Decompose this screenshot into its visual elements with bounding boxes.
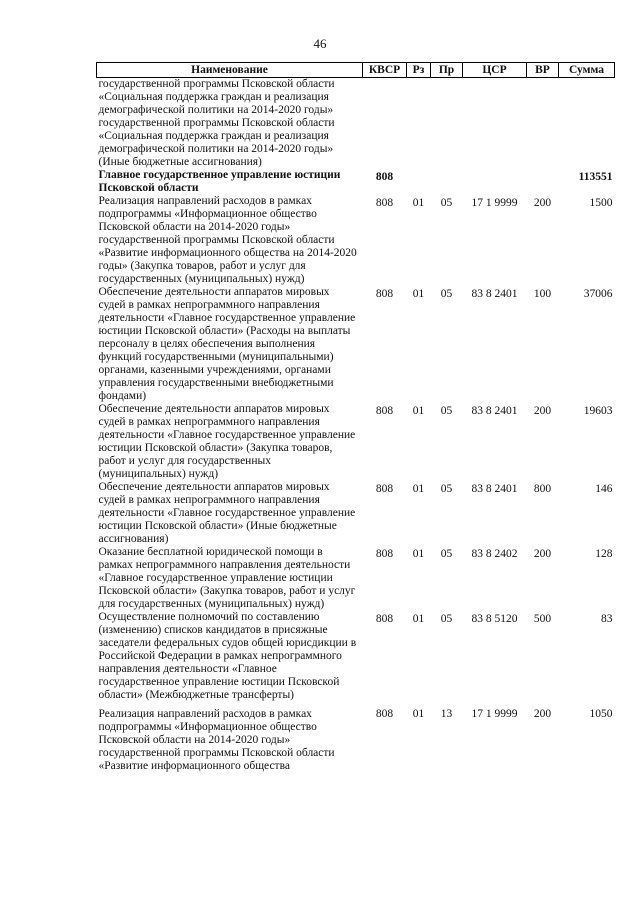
cell-kvsr: 808 xyxy=(375,708,394,720)
cell-name: Обеспечение деятельности аппаратов мировых судей в рамках непрограммного направления деятельности «Главное государственное управление юстиции Псковской области» (Иные бюджетные ассигнования) xyxy=(98,481,356,545)
cell-kvsr: 808 xyxy=(375,197,394,209)
cell-rz: 01 xyxy=(412,708,425,720)
cell-pr: 05 xyxy=(440,483,453,495)
cell-rz: 01 xyxy=(412,405,425,417)
header-pr: Пр xyxy=(431,63,463,78)
cell-pr: 05 xyxy=(440,288,453,300)
table-row xyxy=(97,286,615,403)
cell-name: Реализация направлений расходов в рамках подпрограммы «Информационное общество Псковской области на 2014-2020 годы» государственной программы Псковской области «Развитие информационного общества на 2014-2020 годы» (Закупка товаров, работ и услуг для государственных (муниципальных) нужд) xyxy=(98,195,357,285)
cell-sum: 19603 xyxy=(583,405,613,417)
cell-name: Оказание бесплатной юридической помощи в рамках непрограммного направления деятельности «Главное государственное управление юстиции Псковской области» (Закупка товаров, работ и услуг для государственных (муниципальных) нужд) xyxy=(98,546,356,610)
cell-kvsr: 808 xyxy=(375,405,394,417)
cell-csr: 17 1 9999 xyxy=(471,197,518,209)
cell-csr: 83 8 2401 xyxy=(471,288,518,300)
cell-pr: 05 xyxy=(440,613,453,625)
cell-name: Обеспечение деятельности аппаратов мировых судей в рамках непрограммного направления деятельности «Главное государственное управление юстиции Псковской области» (Расходы на выплаты персоналу в целях обеспечения выполнения функций государственными (муниципальными) органами, казенными учреждениями, органами управления государственными внебюджетными фондами) xyxy=(98,286,356,402)
cell-sum: 1050 xyxy=(589,708,613,720)
cell-vr: 200 xyxy=(533,405,552,417)
cell-csr: 17 1 9999 xyxy=(471,708,518,720)
budget-table xyxy=(96,62,615,773)
cell-vr xyxy=(527,169,559,195)
cell-sum: 146 xyxy=(595,483,613,495)
cell-csr xyxy=(463,78,527,170)
table-header-row xyxy=(97,63,615,78)
cell-rz: 01 xyxy=(412,197,425,209)
cell-name: государственной программы Псковской области «Социальная поддержка граждан и реализация демографической политики на 2014-2020 годы» государственной программы Псковской области «Социальная поддержка граждан и реализация демографической политики на 2014-2020 годы» (Иные бюджетные ассигнования) xyxy=(98,78,335,168)
table-row xyxy=(97,481,615,546)
cell-sum: 128 xyxy=(595,548,613,560)
header-vr: ВР xyxy=(527,63,559,78)
header-name: Наименование xyxy=(97,63,363,78)
cell-sum: 37006 xyxy=(583,288,613,300)
cell-pr: 05 xyxy=(440,548,453,560)
cell-sum: 113551 xyxy=(578,171,613,183)
cell-vr: 500 xyxy=(533,613,552,625)
cell-pr xyxy=(431,169,463,195)
cell-csr: 83 8 2402 xyxy=(471,548,518,560)
cell-pr xyxy=(431,78,463,170)
cell-name: Обеспечение деятельности аппаратов мировых судей в рамках непрограммного направления деятельности «Главное государственное управление юстиции Псковской области» (Закупка товаров, работ и услуг для государственных (муниципальных) нужд) xyxy=(98,403,356,480)
cell-kvsr: 808 xyxy=(375,483,394,495)
cell-sum xyxy=(559,78,615,170)
cell-rz xyxy=(407,169,431,195)
cell-sum: 1500 xyxy=(589,197,613,209)
cell-rz xyxy=(407,78,431,170)
cell-vr: 200 xyxy=(533,197,552,209)
cell-csr xyxy=(463,169,527,195)
cell-vr xyxy=(527,78,559,170)
cell-kvsr xyxy=(363,78,407,170)
cell-vr: 100 xyxy=(533,288,552,300)
cell-kvsr: 808 xyxy=(375,548,394,560)
cell-vr: 200 xyxy=(533,708,552,720)
page-number: 46 xyxy=(313,36,327,51)
table-row xyxy=(97,78,615,170)
cell-rz: 01 xyxy=(412,548,425,560)
cell-rz: 01 xyxy=(412,483,425,495)
cell-csr: 83 8 2401 xyxy=(471,405,518,417)
table-row xyxy=(97,403,615,481)
cell-csr: 83 8 2401 xyxy=(471,483,518,495)
table-row xyxy=(97,195,615,286)
header-csr: ЦСР xyxy=(463,63,527,78)
header-kvsr: КВСР xyxy=(363,63,407,78)
cell-name: Главное государственное управление юстиции Псковской области xyxy=(98,169,341,194)
table-row xyxy=(97,169,615,195)
header-rz: Рз xyxy=(407,63,431,78)
header-sum: Сумма xyxy=(559,63,615,78)
cell-vr: 800 xyxy=(533,483,552,495)
cell-kvsr: 808 xyxy=(375,613,394,625)
cell-vr: 200 xyxy=(533,548,552,560)
cell-sum: 83 xyxy=(601,613,613,625)
cell-name: Реализация направлений расходов в рамках подпрограммы «Информационное общество Псковской области на 2014-2020 годы» государственной программы Псковской области «Развитие информационного общества xyxy=(98,708,335,772)
table-body xyxy=(97,78,615,774)
table-row xyxy=(97,611,615,702)
cell-kvsr: 808 xyxy=(375,288,394,300)
cell-pr: 05 xyxy=(440,197,453,209)
cell-pr: 05 xyxy=(440,405,453,417)
cell-csr: 83 8 5120 xyxy=(471,613,518,625)
table-row xyxy=(97,546,615,611)
cell-kvsr: 808 xyxy=(375,171,394,183)
cell-rz: 01 xyxy=(412,288,425,300)
cell-rz: 01 xyxy=(412,613,425,625)
cell-name: Осуществление полномочий по составлению (изменению) списков кандидатов в присяжные заседатели федеральных судов общей юрисдикции в Российской Федерации в рамках непрограммного направления деятельности «Главное государственное управление юстиции Псковской области» (Межбюджетные трансферты) xyxy=(98,611,357,701)
cell-pr: 13 xyxy=(440,708,453,720)
table-row xyxy=(97,702,615,773)
